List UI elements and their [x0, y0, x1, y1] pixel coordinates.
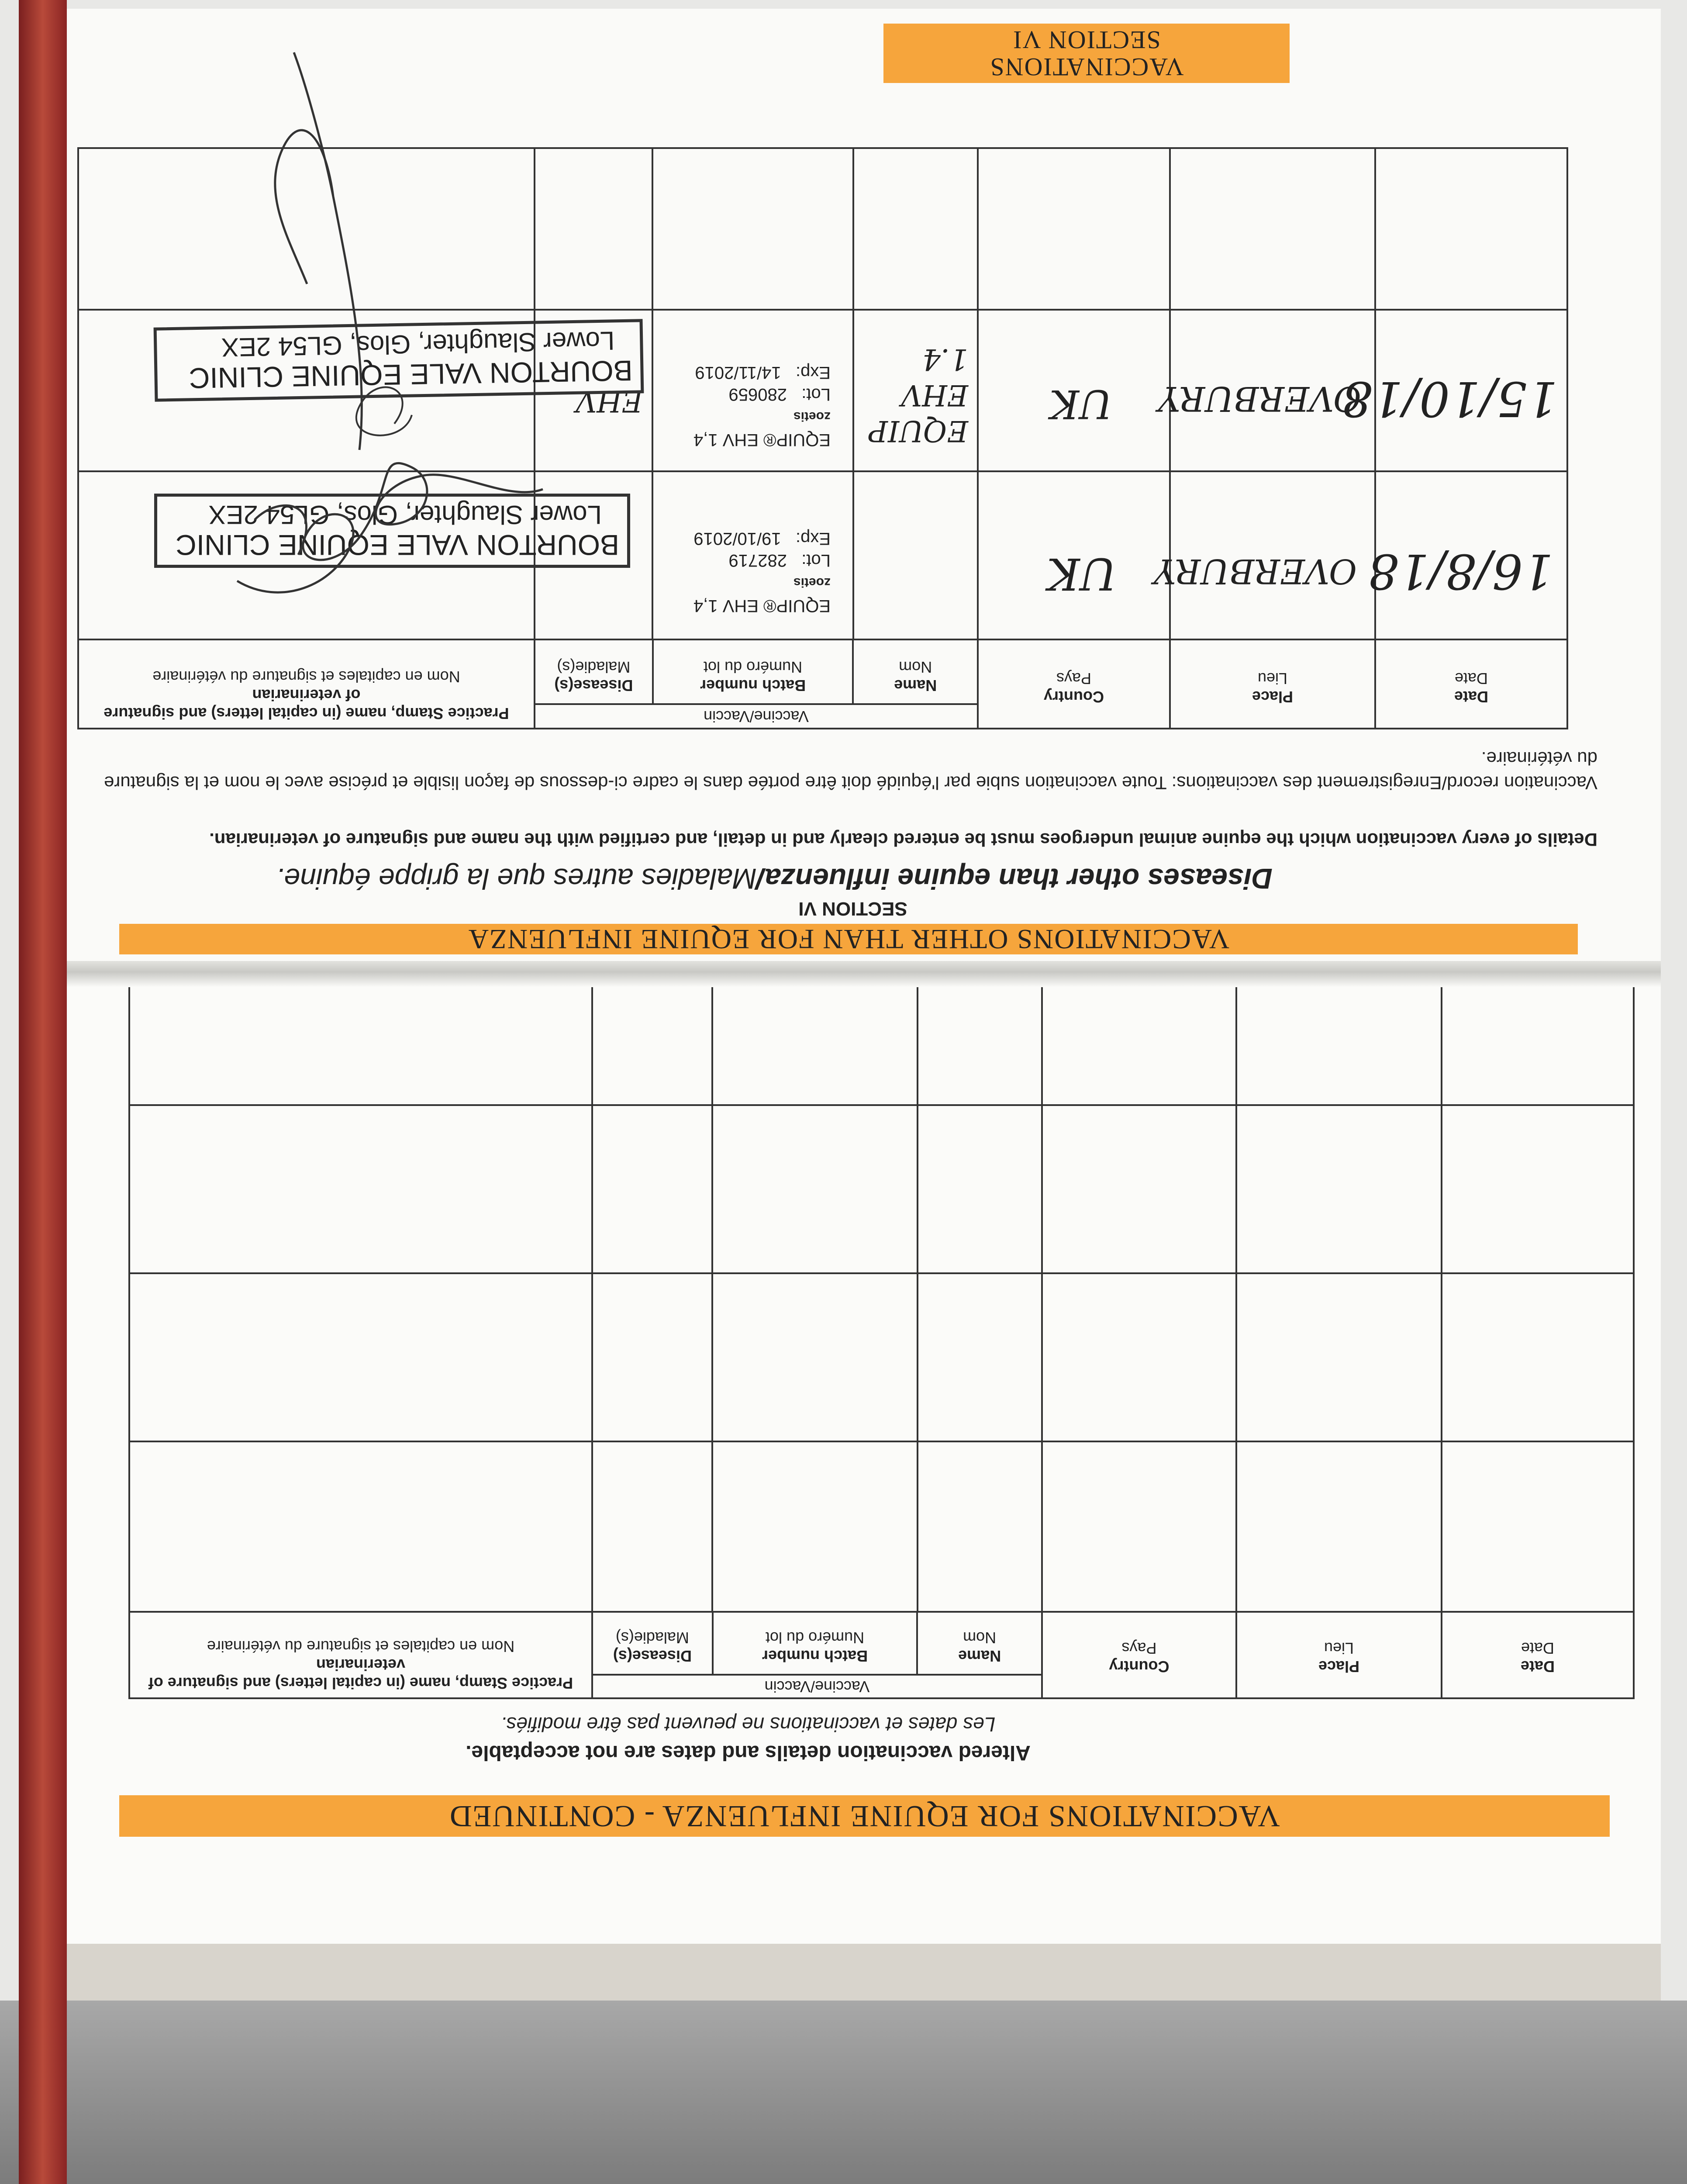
header-disease: Disease(s) Maladie(s) — [613, 1629, 692, 1665]
section-vi-title — [141, 862, 1408, 895]
header-batch: Batch number Numéro du lot — [712, 1613, 917, 1674]
batch-label-exp: Exp: 14/11/2019 — [695, 363, 831, 382]
influenza-warning-fr: Les dates et vaccinations ne peuvent pas être modifiés. — [500, 1713, 996, 1736]
header-stamp: Practice Stamp, name (in capital letters) and signature of veterinarian Nom en capitales et signature du vétérinaire — [78, 639, 535, 729]
vaccinations-continued-banner: VACCINATIONS SECTION VI — [883, 24, 1290, 83]
header-disease: Disease(s) Maladie(s) — [554, 658, 633, 695]
header-vaccine-group: Vaccine/Vaccin Name Nom Batch number Numéro du lot Disease(s) Maladie(s) — [535, 639, 978, 729]
page-fold-shadow — [67, 957, 1661, 987]
batch-label-lot: Lot: 282719 — [728, 551, 831, 570]
batch-label-product: EQUIP® EHV 1,4 zoetis — [693, 575, 831, 615]
zoetis-brand: zoetis — [793, 575, 831, 590]
row-name — [853, 471, 978, 639]
row-country: UK — [978, 471, 1170, 639]
influenza-empty-row — [129, 1273, 1634, 1441]
practice-stamp: BOURTON VALE EQUINE CLINIC Lower Slaughter, Glos, GL54 2EX — [154, 319, 644, 402]
header-name: Name Nom — [916, 1613, 1041, 1674]
batch-label-exp: Exp: 19/10/2019 — [693, 529, 831, 548]
zoetis-brand: zoetis — [793, 409, 831, 424]
section-vi-title-fr: Maladies autres que la grippe équine. — [276, 863, 757, 895]
row-country: UK — [978, 310, 1170, 471]
header-country: Country Pays — [978, 639, 1170, 729]
section-vi-banner: VACCINATIONS OTHER THAN FOR EQUINE INFLUENZA — [119, 924, 1578, 954]
veterinarian-signature — [115, 44, 639, 633]
section-vi-instructions-fr: Vaccination record/Enregistrement des vaccinations: Toute vaccination subie par l'équidé doit être portée dans le cadre ci-dessous de façon lisible et précise avec le nom et la signature du vétérinaire. — [104, 748, 1597, 793]
header-country: Country Pays — [1042, 1612, 1236, 1698]
section-vi-title-en: Diseases other than equine influenza/ — [756, 863, 1273, 895]
influenza-empty-row — [129, 1441, 1634, 1612]
section-vi-instructions-en: Details of every vaccination which the equine animal undergoes must be entered clearly and in detail, and certified with the name and signature of veterinarian. — [209, 829, 1597, 850]
section-vi-label: SECTION VI — [798, 898, 907, 919]
influenza-banner: VACCINATIONS FOR EQUINE INFLUENZA - CONTINUED — [119, 1795, 1610, 1837]
header-place: Place Lieu — [1236, 1612, 1442, 1698]
influenza-warning-en: Altered vaccination details and dates are not acceptable. — [466, 1741, 1031, 1764]
row-batch — [652, 471, 853, 639]
header-date: Date Date — [1375, 639, 1567, 729]
row-disease: EHV — [535, 310, 652, 471]
binding-spine — [19, 0, 67, 2184]
header-batch: Batch number Numéro du lot — [652, 640, 852, 703]
row-batch — [652, 310, 853, 471]
row-name: EQUIP EHV 1.4 — [853, 310, 978, 471]
practice-stamp: BOURTON VALE EQUINE CLINIC Lower Slaughter, Glos, GL54 2EX — [154, 494, 630, 568]
header-stamp: Practice Stamp, name (in capital letters) and signature of veterinarian Nom en capitales et signature du vétérinaire — [129, 1612, 592, 1698]
influenza-empty-row — [129, 1105, 1634, 1273]
header-date: Date Date — [1442, 1612, 1634, 1698]
batch-label-product: EQUIP® EHV 1,4 zoetis — [693, 409, 831, 449]
header-name: Name Nom — [852, 640, 977, 703]
header-place: Place Lieu — [1170, 639, 1375, 729]
row-date: 15/10/18 — [1375, 310, 1567, 471]
row-place: OVERBURY — [1170, 471, 1375, 639]
influenza-table — [128, 930, 1635, 1699]
header-vaccine-group: Vaccine/Vaccin Name Nom Batch number Numéro du lot Disease(s) Maladie(s) — [592, 1612, 1042, 1698]
row-place: OVERBURY — [1170, 310, 1375, 471]
row-date: 16/8/18 — [1375, 471, 1567, 639]
batch-label-lot: Lot: 280659 — [728, 385, 831, 404]
scanner-edge-bottom — [0, 2001, 1687, 2184]
